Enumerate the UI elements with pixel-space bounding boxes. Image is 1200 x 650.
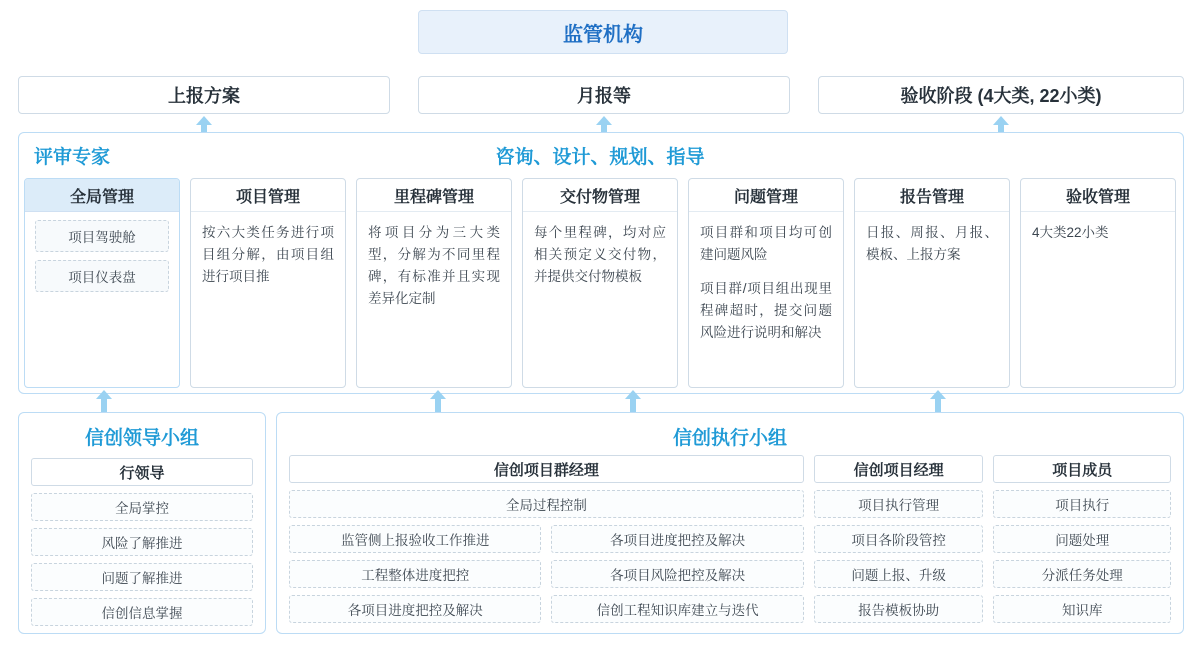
arrow-up-global — [96, 390, 112, 412]
head-project-manager: 信创项目经理 — [814, 455, 984, 483]
arrow-up-deliverable — [625, 390, 641, 412]
module-title: 问题管理 — [689, 179, 843, 212]
module-title: 报告管理 — [855, 179, 1009, 212]
module-title: 全局管理 — [25, 179, 179, 212]
module-acceptance-management[interactable] — [1020, 178, 1176, 388]
group-manager-item[interactable]: 各项目进度把控及解决 — [551, 525, 803, 553]
leadership-group-rows — [31, 458, 253, 626]
module-pill[interactable]: 项目驾驶舱 — [35, 220, 169, 252]
module-body — [191, 212, 345, 288]
module-issue-management[interactable] — [688, 178, 844, 388]
execution-row — [289, 560, 1171, 588]
leadership-item[interactable]: 全局掌控 — [31, 493, 253, 521]
regulator-title: 监管机构 — [418, 10, 788, 54]
member-item[interactable]: 项目执行 — [993, 490, 1171, 518]
module-paragraph: 将项目分为三大类型，分解为不同里程碑，有标准并且实现差异化定制 — [368, 225, 500, 306]
group-manager-item[interactable]: 工程整体进度把控 — [289, 560, 541, 588]
project-manager-item[interactable]: 项目执行管理 — [814, 490, 984, 518]
module-report-management[interactable] — [854, 178, 1010, 388]
module-body — [855, 212, 1009, 266]
execution-row — [289, 595, 1171, 623]
module-pill[interactable]: 项目仪表盘 — [35, 260, 169, 292]
execution-row — [289, 490, 1171, 518]
head-group-manager: 信创项目群经理 — [289, 455, 804, 483]
module-title: 项目管理 — [191, 179, 345, 212]
module-global-management[interactable] — [24, 178, 180, 388]
module-body — [523, 212, 677, 288]
consulting-label: 咨询、设计、规划、指导 — [495, 147, 705, 168]
module-paragraph: 日报、周报、月报、模板、上报方案 — [866, 225, 998, 262]
module-paragraph: 按六大类任务进行项目组分解，由项目组进行项目推 — [202, 225, 334, 284]
leadership-group-panel — [18, 412, 266, 634]
module-body — [689, 212, 843, 344]
report-box-acceptance: 验收阶段 (4大类, 22小类) — [818, 76, 1184, 114]
module-project-management[interactable] — [190, 178, 346, 388]
module-body — [1021, 212, 1175, 244]
module-paragraph: 4大类22小类 — [1032, 225, 1109, 240]
head-member: 项目成员 — [993, 455, 1171, 483]
group-manager-item[interactable]: 信创工程知识库建立与迭代 — [551, 595, 803, 623]
review-experts-label: 评审专家 — [34, 147, 111, 168]
module-title: 验收管理 — [1021, 179, 1175, 212]
execution-group-grid — [289, 455, 1171, 630]
module-paragraph: 项目群和项目均可创建问题风险 — [700, 225, 832, 262]
execution-row — [289, 525, 1171, 553]
group-manager-item[interactable]: 各项目进度把控及解决 — [289, 595, 541, 623]
leadership-group-title: 信创领导小组 — [84, 428, 199, 449]
module-milestone-management[interactable] — [356, 178, 512, 388]
group-manager-item[interactable]: 各项目风险把控及解决 — [551, 560, 803, 588]
member-item[interactable]: 分派任务处理 — [993, 560, 1171, 588]
module-body — [357, 212, 511, 310]
leadership-item[interactable]: 风险了解推进 — [31, 528, 253, 556]
execution-group-panel — [276, 412, 1184, 634]
module-paragraph: 每个里程碑，均对应相关预定义交付物，并提供交付物模板 — [534, 225, 666, 284]
project-manager-item[interactable]: 项目各阶段管控 — [814, 525, 984, 553]
execution-heads-row — [289, 455, 1171, 483]
module-title: 里程碑管理 — [357, 179, 511, 212]
project-manager-item[interactable]: 报告模板协助 — [814, 595, 984, 623]
leadership-item[interactable]: 问题了解推进 — [31, 563, 253, 591]
arrow-up-milestone — [430, 390, 446, 412]
report-box-plan: 上报方案 — [18, 76, 390, 114]
group-manager-item[interactable]: 监管侧上报验收工作推进 — [289, 525, 541, 553]
module-deliverable-management[interactable] — [522, 178, 678, 388]
leadership-role-head: 行领导 — [31, 458, 253, 486]
module-paragraph: 项目群/项目组出现里程碑超时，提交问题风险进行说明和解决 — [700, 281, 832, 340]
member-item[interactable]: 知识库 — [993, 595, 1171, 623]
execution-group-title: 信创执行小组 — [672, 428, 787, 449]
group-manager-item[interactable]: 全局过程控制 — [289, 490, 804, 518]
arrow-up-report — [930, 390, 946, 412]
member-item[interactable]: 问题处理 — [993, 525, 1171, 553]
leadership-item[interactable]: 信创信息掌握 — [31, 598, 253, 626]
module-title: 交付物管理 — [523, 179, 677, 212]
report-box-monthly: 月报等 — [418, 76, 790, 114]
project-manager-item[interactable]: 问题上报、升级 — [814, 560, 984, 588]
